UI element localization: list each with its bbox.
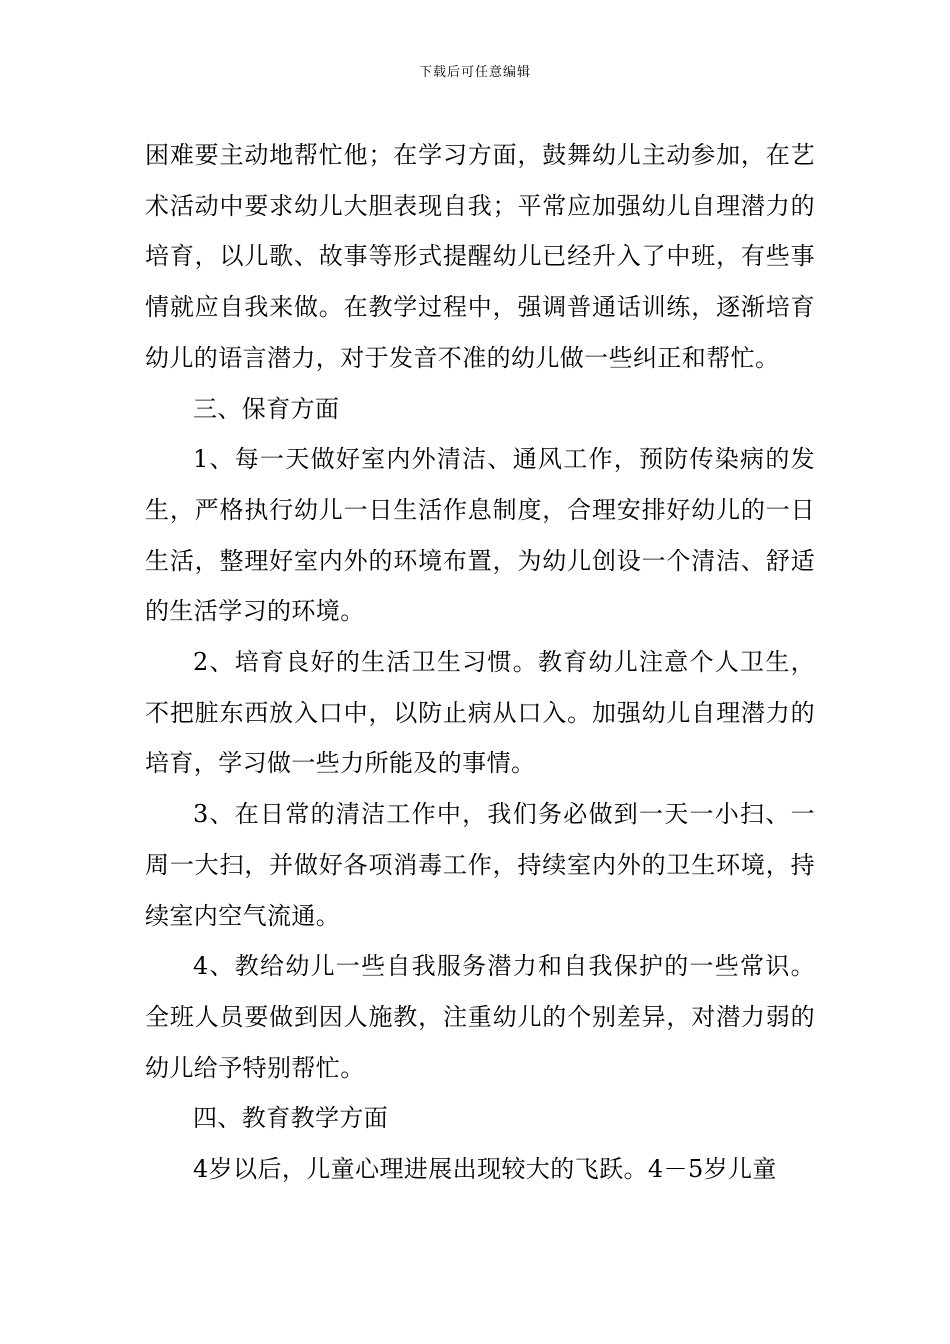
document-body: [145, 130, 815, 1195]
paragraph-development: 4岁以后，儿童心理进展出现较大的飞跃。4－5岁儿童: [193, 1155, 777, 1184]
paragraph-continuation: 困难要主动地帮忙他；在学习方面，鼓舞幼儿主动参加，在艺术活动中要求幼儿大胆表现自我；平常应加强幼儿自理潜力的培育，以儿歌、故事等形式提醒幼儿已经升入了中班，有些事情就应自我来做。在教学过程中，强调普通话训练，逐渐培育幼儿的语言潜力，对于发音不准的幼儿做一些纠正和帮忙。: [145, 141, 815, 372]
paragraph-item-3: 3、在日常的清洁工作中，我们务必做到一天一小扫、一周一大扫，并做好各项消毒工作，持续室内外的卫生环境，持续室内空气流通。: [145, 800, 815, 930]
section-heading-childcare: 三、保育方面: [193, 394, 340, 423]
paragraph-item-4: 4、教给幼儿一些自我服务潜力和自我保护的一些常识。全班人员要做到因人施教，注重幼儿的个别差异，对潜力弱的幼儿给予特别帮忙。: [145, 952, 815, 1082]
section-heading-education: 四、教育教学方面: [193, 1104, 389, 1133]
paragraph-item-1: 1、每一天做好室内外清洁、通风工作，预防传染病的发生，严格执行幼儿一日生活作息制度，合理安排好幼儿的一日生活，整理好室内外的环境布置，为幼儿创设一个清洁、舒适的生活学习的环境。: [145, 445, 815, 626]
paragraph-item-2: 2、培育良好的生活卫生习惯。教育幼儿注意个人卫生，不把脏东西放入口中，以防止病从口入。加强幼儿自理潜力的培育，学习做一些力所能及的事情。: [145, 648, 815, 778]
page-header: 下载后可任意编辑: [418, 65, 531, 80]
